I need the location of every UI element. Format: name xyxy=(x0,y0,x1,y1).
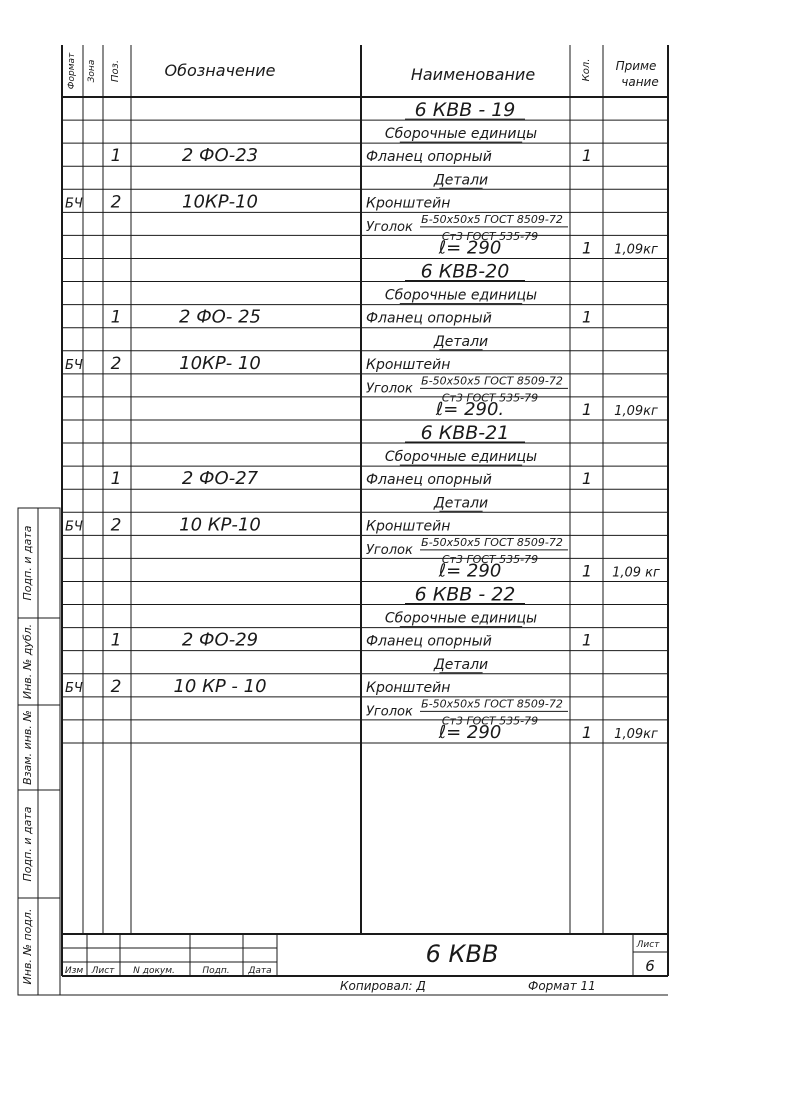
table-row xyxy=(111,145,593,166)
row-qty: 1 xyxy=(581,630,593,650)
row-pos: 1 xyxy=(110,630,122,651)
row-pos: 1 xyxy=(110,307,122,328)
row-name-section: Сборочные единицы xyxy=(384,449,538,466)
row-qty: 1 xyxy=(581,307,593,327)
table-row xyxy=(385,288,537,304)
tb-col-label: Дата xyxy=(248,966,272,976)
row-name-top: Б-50х50х5 ГОСТ 8509-72 xyxy=(421,535,563,549)
table-row xyxy=(111,468,593,489)
row-name-section: Сборочные единицы xyxy=(384,610,538,627)
table-row xyxy=(433,172,488,188)
row-name: Фланец опорный xyxy=(366,310,492,327)
table-row xyxy=(438,237,658,258)
row-designation: 2 ФО-23 xyxy=(181,145,259,167)
header-note-2: чание xyxy=(621,75,659,89)
side-stamp xyxy=(18,508,60,995)
tb-sheet-label: Лист xyxy=(636,940,660,950)
table-row xyxy=(65,353,450,374)
row-name-title: 6 КВВ-20 xyxy=(420,260,510,283)
row-name-section: Сборочные единицы xyxy=(384,126,538,143)
stamp-label: Инв. № подл. xyxy=(21,908,34,985)
row-name: Фланец опорный xyxy=(366,472,492,489)
row-name: Фланец опорный xyxy=(366,633,492,650)
row-qty: 1 xyxy=(581,469,593,489)
row-name-bottom: Ст3 ГОСТ 535-79 xyxy=(441,552,539,566)
row-name-top: Б-50х50х5 ГОСТ 8509-72 xyxy=(421,697,563,711)
row-format: БЧ xyxy=(65,357,83,373)
row-name: Кронштейн xyxy=(366,518,451,535)
row-name-top: Б-50х50х5 ГОСТ 8509-72 xyxy=(421,212,563,226)
table-row xyxy=(433,495,488,511)
table-row xyxy=(405,422,525,444)
row-name: ℓ= 290. xyxy=(435,398,505,420)
table-row xyxy=(111,630,593,651)
row-name: Кронштейн xyxy=(366,679,451,696)
row-name-prefix: Уголок xyxy=(366,381,413,397)
tb-col-label: Подп. xyxy=(202,966,230,976)
row-qty: 1 xyxy=(581,146,593,166)
table-row xyxy=(405,261,525,283)
row-name-title: 6 КВВ-21 xyxy=(420,422,510,445)
row-name-section: Детали xyxy=(433,333,489,350)
row-name-bottom: Ст3 ГОСТ 535-79 xyxy=(441,229,539,243)
row-name: ℓ= 290 xyxy=(438,237,502,259)
table-row xyxy=(438,560,660,581)
table-row xyxy=(385,126,537,142)
tb-col-label: Лист xyxy=(91,966,115,976)
tb-col-label: N докум. xyxy=(133,966,175,976)
tb-col-label: Изм xyxy=(64,966,84,976)
row-name-bottom: Ст3 ГОСТ 535-79 xyxy=(441,391,539,405)
stamp-label: Взам. инв. № xyxy=(21,710,34,785)
row-name-section: Сборочные единицы xyxy=(384,287,538,304)
footer xyxy=(18,979,668,995)
table-row xyxy=(405,99,525,121)
row-pos: 1 xyxy=(110,469,122,490)
table-row xyxy=(385,449,537,465)
footer-format: Формат 11 xyxy=(528,979,596,993)
row-note: 1,09 кг xyxy=(612,565,660,581)
row-name: ℓ= 290 xyxy=(438,560,502,582)
header-name: Наименование xyxy=(410,65,536,84)
table-row xyxy=(433,334,488,350)
row-qty: 1 xyxy=(581,399,593,419)
row-name-section: Детали xyxy=(433,656,489,673)
row-name-prefix: Уголок xyxy=(366,542,413,558)
row-note: 1,09кг xyxy=(614,242,658,258)
stamp-label: Подп. и дата xyxy=(21,525,34,601)
header-designation: Обозначение xyxy=(164,61,276,80)
header-note-1: Приме xyxy=(615,59,657,73)
row-name: Фланец опорный xyxy=(366,149,492,166)
table-row xyxy=(65,514,450,535)
row-name-prefix: Уголок xyxy=(366,704,413,720)
row-name-prefix: Уголок xyxy=(366,219,413,235)
row-name-bottom: Ст3 ГОСТ 535-79 xyxy=(441,714,539,728)
table-row xyxy=(111,307,593,328)
row-designation: 2 ФО- 25 xyxy=(179,306,261,328)
row-designation: 10 КР-10 xyxy=(179,514,261,536)
row-name-title: 6 КВВ - 22 xyxy=(414,583,516,606)
tb-sheet-number: 6 xyxy=(645,957,655,975)
title-block xyxy=(62,934,668,976)
row-pos: 2 xyxy=(110,192,122,213)
header-zone: Зона xyxy=(87,59,97,83)
row-pos: 1 xyxy=(110,146,122,167)
table-row xyxy=(65,676,450,697)
row-format: БЧ xyxy=(65,519,83,535)
row-designation: 2 ФО-29 xyxy=(181,629,259,651)
row-qty: 1 xyxy=(581,238,593,258)
row-name-title: 6 КВВ - 19 xyxy=(414,99,516,122)
table-row xyxy=(438,722,658,743)
table-body xyxy=(65,99,660,743)
row-designation: 10 КР - 10 xyxy=(173,675,267,697)
row-qty: 1 xyxy=(581,561,593,581)
table-grid xyxy=(62,45,668,934)
row-format: БЧ xyxy=(65,680,83,696)
stamp-label: Инв. № дубл. xyxy=(21,623,34,700)
row-designation: 2 ФО-27 xyxy=(181,468,259,490)
footer-copied: Копировал: Д xyxy=(340,979,426,993)
table-row xyxy=(385,611,537,627)
row-note: 1,09кг xyxy=(614,403,658,419)
table-row xyxy=(405,584,525,606)
row-name: Кронштейн xyxy=(366,195,451,212)
row-name-section: Детали xyxy=(433,495,489,512)
row-name-section: Детали xyxy=(433,172,489,189)
row-pos: 2 xyxy=(110,353,122,374)
tb-document: 6 КВВ xyxy=(425,940,499,968)
row-designation: 10КР- 10 xyxy=(179,352,261,374)
row-name: ℓ= 290 xyxy=(438,721,502,743)
header-qty: Кол. xyxy=(581,58,592,82)
row-note: 1,09кг xyxy=(614,726,658,742)
header-format: Формат xyxy=(67,52,77,90)
row-name-top: Б-50х50х5 ГОСТ 8509-72 xyxy=(421,374,563,388)
table-row xyxy=(433,657,488,673)
row-pos: 2 xyxy=(110,676,122,697)
row-format: БЧ xyxy=(65,196,83,212)
row-pos: 2 xyxy=(110,515,122,536)
table-row xyxy=(435,399,658,420)
row-designation: 10КР-10 xyxy=(182,191,258,213)
header-pos: Поз. xyxy=(110,59,121,83)
table-row xyxy=(65,191,450,212)
row-qty: 1 xyxy=(581,722,593,742)
stamp-label: Подп. и дата xyxy=(21,806,34,882)
row-name: Кронштейн xyxy=(366,356,451,373)
